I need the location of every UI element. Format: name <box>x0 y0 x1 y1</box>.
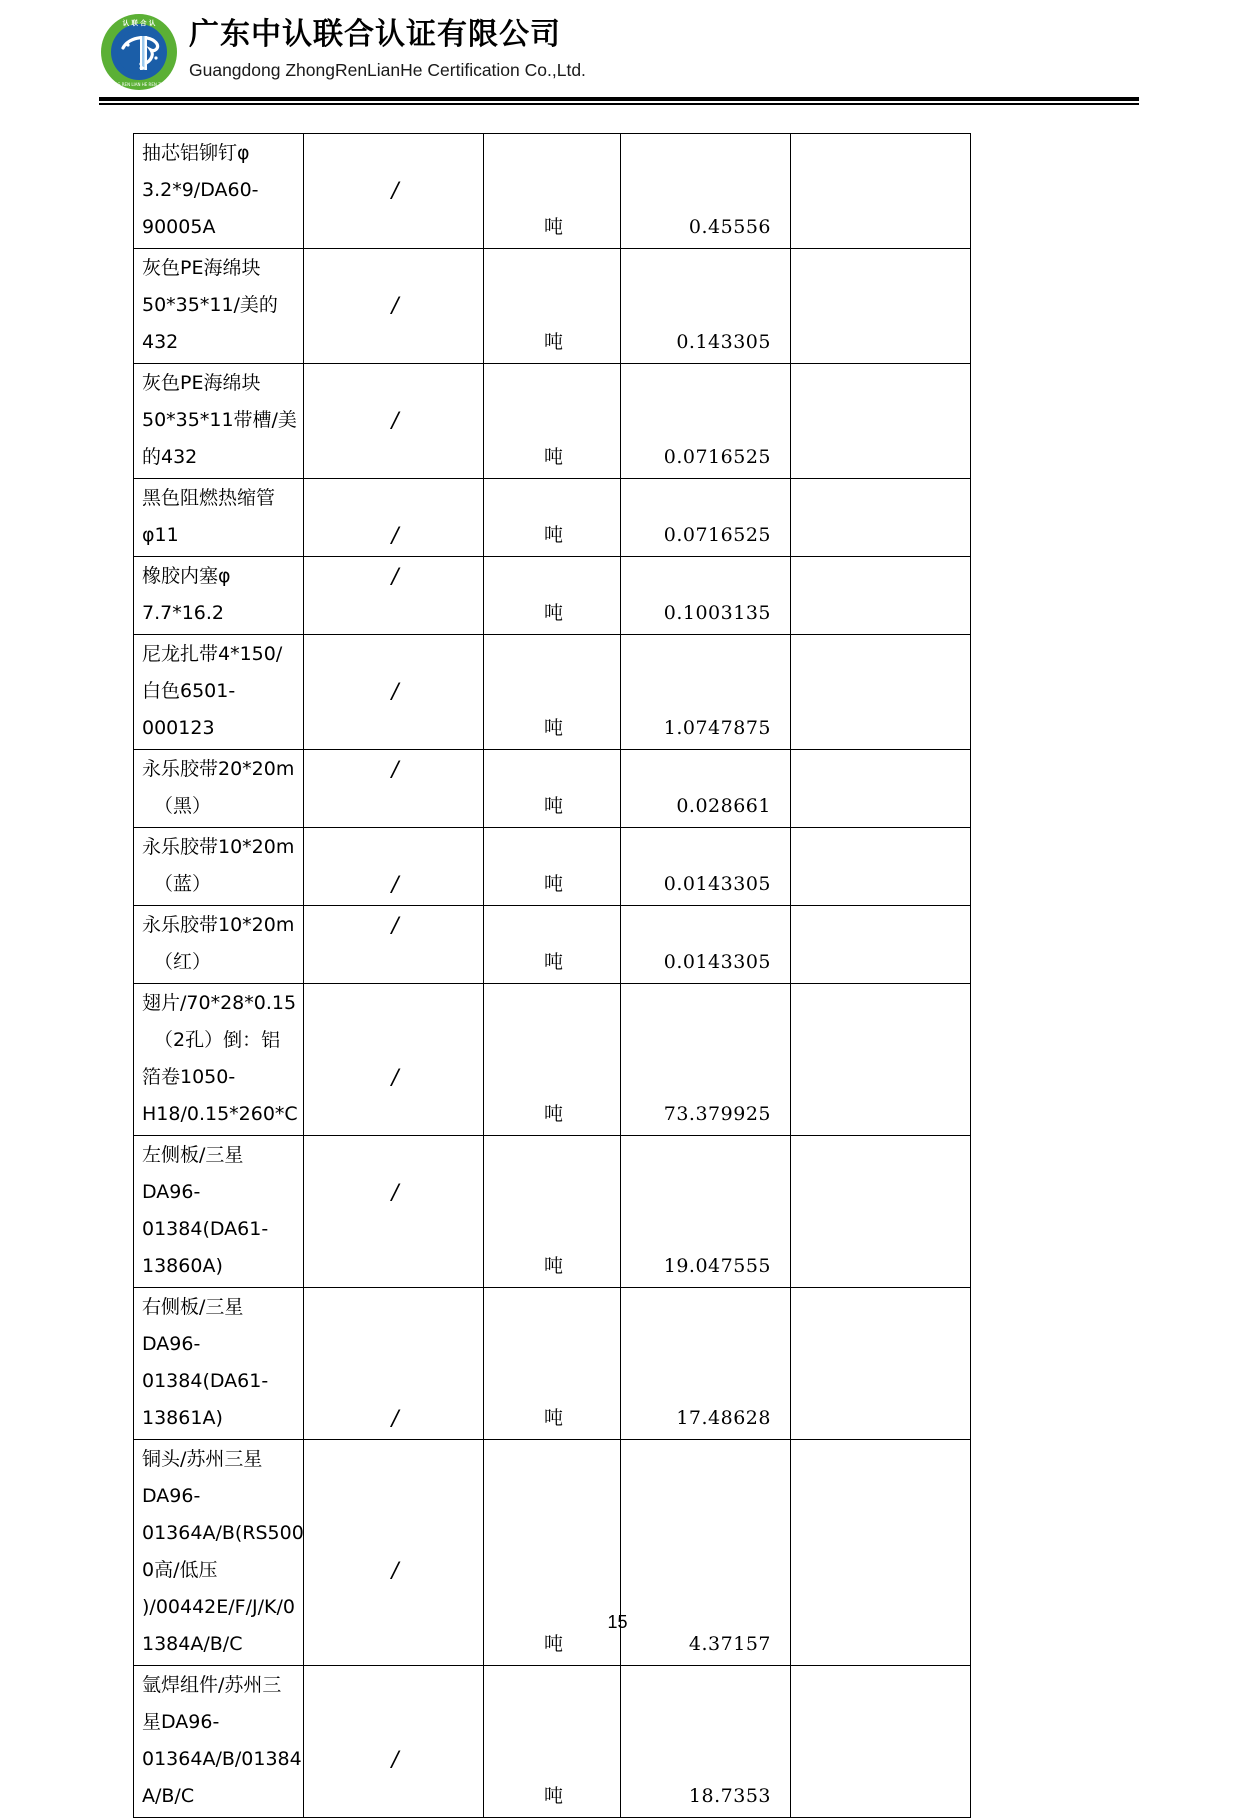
cell-spec <box>304 479 484 557</box>
material-name-line: A/B/C <box>142 1785 195 1807</box>
cell-spec-value: / <box>391 564 399 588</box>
cell-quantity <box>621 1136 791 1288</box>
material-name-line: 翅片/70*28*0.15 <box>142 992 297 1014</box>
cell-unit <box>484 906 621 984</box>
cell-unit <box>484 1136 621 1288</box>
material-name-line: 铜头/苏州三星 <box>142 1448 263 1470</box>
material-name-line: 灰色PE海绵块 <box>142 372 261 394</box>
cell-remark <box>791 906 971 984</box>
material-name-line: 1384A/B/C <box>142 1633 243 1655</box>
cell-remark <box>791 635 971 750</box>
cell-remark <box>791 134 971 249</box>
cell-unit-value: 吨 <box>543 1103 563 1125</box>
cell-spec-value: / <box>391 523 399 547</box>
cell-unit <box>484 364 621 479</box>
cell-quantity <box>621 134 791 249</box>
material-name-line: 左侧板/三星 <box>142 1144 244 1166</box>
materials-table-container <box>133 133 970 1818</box>
cell-material-name <box>134 1136 304 1288</box>
cell-quantity-value: 1.0747875 <box>663 717 771 739</box>
table-row <box>134 984 971 1136</box>
letterhead-text <box>189 12 586 82</box>
cell-quantity-value: 0.143305 <box>676 331 771 353</box>
material-name-line: 01364A/B/01384 <box>142 1748 302 1770</box>
cell-quantity <box>621 249 791 364</box>
cell-quantity <box>621 364 791 479</box>
cell-unit-value: 吨 <box>543 1255 563 1277</box>
cell-quantity <box>621 635 791 750</box>
company-name-cn: 广东中认联合认证有限公司 <box>189 17 561 52</box>
cell-quantity-value: 0.028661 <box>676 795 771 817</box>
cell-quantity-value: 4.37157 <box>688 1633 771 1655</box>
cell-spec-value: / <box>391 757 399 781</box>
cell-unit <box>484 249 621 364</box>
material-name-line: 抽芯铝铆钉φ <box>142 142 250 164</box>
cell-quantity-value: 73.379925 <box>663 1103 771 1125</box>
cell-spec-value: / <box>391 1558 399 1582</box>
cell-remark <box>791 249 971 364</box>
cell-unit-value: 吨 <box>543 216 563 238</box>
material-name-line: 右侧板/三星 <box>142 1296 244 1318</box>
table-row <box>134 364 971 479</box>
table-row <box>134 1288 971 1440</box>
cell-material-name <box>134 750 304 828</box>
header-divider-thick <box>99 97 1139 101</box>
material-name-line: 橡胶内塞φ <box>142 565 231 587</box>
cell-quantity-value: 0.0143305 <box>663 951 771 973</box>
cell-quantity <box>621 828 791 906</box>
material-name-line: 90005A <box>142 216 216 238</box>
cell-unit-value: 吨 <box>543 1785 563 1807</box>
cell-material-name <box>134 249 304 364</box>
material-name-line: 0高/低压 <box>142 1559 218 1581</box>
material-name-line: 氩焊组件/苏州三 <box>142 1674 282 1696</box>
table-row <box>134 906 971 984</box>
cell-spec <box>304 750 484 828</box>
materials-table-body <box>134 134 971 1818</box>
material-name-line: DA96- <box>142 1485 201 1507</box>
cell-spec <box>304 984 484 1136</box>
cell-spec <box>304 906 484 984</box>
header-divider <box>99 97 1139 105</box>
cell-material-name <box>134 906 304 984</box>
svg-text:认 联 合 认: 认 联 合 认 <box>122 19 156 27</box>
cell-unit <box>484 1288 621 1440</box>
table-row <box>134 1136 971 1288</box>
cell-spec <box>304 1666 484 1818</box>
material-name-line: 白色6501- <box>142 680 236 702</box>
svg-text:ZHONG REN LIAN HE REN ZHENG: ZHONG REN LIAN HE REN ZHENG <box>105 82 173 87</box>
cell-spec-value: / <box>391 1180 399 1204</box>
table-row <box>134 828 971 906</box>
material-name-line: （2孔）倒：铝 <box>154 1029 281 1051</box>
cell-remark <box>791 479 971 557</box>
material-name-line: 永乐胶带10*20m <box>142 914 295 936</box>
cell-spec <box>304 1136 484 1288</box>
cell-spec <box>304 364 484 479</box>
material-name-line: 01364A/B(RS500 <box>142 1522 304 1544</box>
material-name-line: 的432 <box>142 446 198 468</box>
cell-quantity <box>621 750 791 828</box>
cell-unit-value: 吨 <box>543 1407 563 1429</box>
table-row <box>134 1666 971 1818</box>
material-name-line: 13861A) <box>142 1407 223 1429</box>
cell-unit <box>484 828 621 906</box>
cell-spec-value: / <box>391 408 399 432</box>
material-name-line: 永乐胶带10*20m <box>142 836 295 858</box>
material-name-line: H18/0.15*260*C <box>142 1103 298 1125</box>
table-row <box>134 635 971 750</box>
material-name-line: 永乐胶带20*20m <box>142 758 295 780</box>
cell-quantity-value: 0.1003135 <box>663 602 771 624</box>
cell-remark <box>791 984 971 1136</box>
material-name-line: 星DA96- <box>142 1711 220 1733</box>
cell-spec-value: / <box>391 1065 399 1089</box>
cell-unit-value: 吨 <box>543 951 563 973</box>
cell-unit-value: 吨 <box>543 602 563 624</box>
table-row <box>134 479 971 557</box>
cell-remark <box>791 750 971 828</box>
company-name-en: Guangdong ZhongRenLianHe Certification Co.,Ltd. <box>189 59 586 80</box>
cell-quantity-value: 0.0716525 <box>663 524 771 546</box>
cell-unit-value: 吨 <box>543 717 563 739</box>
cell-material-name <box>134 364 304 479</box>
header-divider-thin <box>99 103 1139 105</box>
cell-remark <box>791 364 971 479</box>
cell-spec-value: / <box>391 1747 399 1771</box>
cell-quantity <box>621 1288 791 1440</box>
material-name-line: （红） <box>154 951 212 973</box>
cell-quantity-value: 0.0143305 <box>663 873 771 895</box>
material-name-line: 箔卷1050- <box>142 1066 236 1088</box>
letterhead <box>99 12 586 92</box>
material-name-line: 7.7*16.2 <box>142 602 225 624</box>
cell-quantity-value: 19.047555 <box>663 1255 771 1277</box>
cell-remark <box>791 1288 971 1440</box>
cell-unit <box>484 984 621 1136</box>
material-name-line: DA96- <box>142 1333 201 1355</box>
cell-spec <box>304 557 484 635</box>
cell-spec-value: / <box>391 872 399 896</box>
cell-unit <box>484 134 621 249</box>
cell-unit <box>484 1666 621 1818</box>
certification-seal-logo-icon <box>99 12 179 92</box>
cell-remark <box>791 828 971 906</box>
cell-spec <box>304 249 484 364</box>
cell-spec-value: / <box>391 913 399 937</box>
cell-quantity <box>621 479 791 557</box>
cell-spec-value: / <box>391 679 399 703</box>
page-header <box>0 0 1235 118</box>
cell-material-name <box>134 1288 304 1440</box>
cell-spec <box>304 828 484 906</box>
cell-unit <box>484 479 621 557</box>
cell-spec-value: / <box>391 1406 399 1430</box>
material-name-line: φ11 <box>142 524 179 546</box>
material-name-line: （蓝） <box>154 873 212 895</box>
cell-material-name <box>134 984 304 1136</box>
cell-spec <box>304 1288 484 1440</box>
material-name-line: 50*35*11带槽/美 <box>142 409 297 431</box>
cell-quantity-value: 18.7353 <box>688 1785 771 1807</box>
cell-material-name <box>134 1666 304 1818</box>
material-name-line: )/00442E/F/J/K/0 <box>142 1596 295 1618</box>
cell-spec-value: / <box>391 178 399 202</box>
cell-remark <box>791 1136 971 1288</box>
material-name-line: 13860A) <box>142 1255 223 1277</box>
cell-quantity-value: 17.48628 <box>676 1407 771 1429</box>
cell-unit-value: 吨 <box>543 1633 563 1655</box>
material-name-line: DA96- <box>142 1181 201 1203</box>
material-name-line: 50*35*11/美的 <box>142 294 278 316</box>
cell-spec <box>304 134 484 249</box>
cell-quantity-value: 0.0716525 <box>663 446 771 468</box>
cell-quantity <box>621 906 791 984</box>
cell-unit-value: 吨 <box>543 331 563 353</box>
cell-spec-value: / <box>391 293 399 317</box>
page-number: 15 <box>607 1612 628 1632</box>
cell-quantity <box>621 557 791 635</box>
cell-spec <box>304 635 484 750</box>
cell-unit <box>484 557 621 635</box>
cell-material-name <box>134 635 304 750</box>
material-name-line: 432 <box>142 331 179 353</box>
cell-unit-value: 吨 <box>543 873 563 895</box>
cell-unit-value: 吨 <box>543 446 563 468</box>
cell-remark <box>791 1666 971 1818</box>
table-row <box>134 750 971 828</box>
cell-quantity-value: 0.45556 <box>688 216 771 238</box>
cell-material-name <box>134 134 304 249</box>
cell-unit-value: 吨 <box>543 524 563 546</box>
cell-unit-value: 吨 <box>543 795 563 817</box>
cell-unit <box>484 750 621 828</box>
table-row <box>134 557 971 635</box>
page-footer <box>0 1612 1235 1633</box>
materials-table <box>133 133 971 1818</box>
cell-unit <box>484 635 621 750</box>
cell-quantity <box>621 1666 791 1818</box>
material-name-line: 01384(DA61- <box>142 1218 269 1240</box>
cell-material-name <box>134 828 304 906</box>
material-name-line: 尼龙扎带4*150/ <box>142 643 283 665</box>
cell-material-name <box>134 557 304 635</box>
table-row <box>134 249 971 364</box>
table-row <box>134 134 971 249</box>
material-name-line: 01384(DA61- <box>142 1370 269 1392</box>
material-name-line: （黑） <box>154 795 212 817</box>
cell-material-name <box>134 479 304 557</box>
material-name-line: 3.2*9/DA60- <box>142 179 259 201</box>
material-name-line: 000123 <box>142 717 215 739</box>
cell-quantity <box>621 984 791 1136</box>
material-name-line: 黑色阻燃热缩管 <box>142 487 276 509</box>
cell-remark <box>791 557 971 635</box>
material-name-line: 灰色PE海绵块 <box>142 257 261 279</box>
